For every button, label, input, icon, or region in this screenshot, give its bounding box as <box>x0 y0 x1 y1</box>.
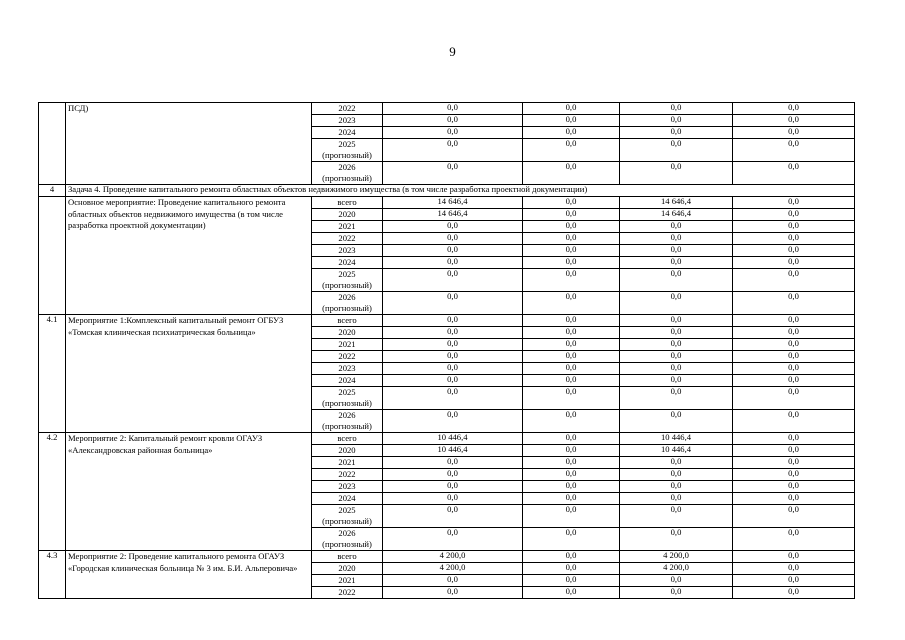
year-cell <box>312 245 383 257</box>
value-cell: 0,0 <box>523 292 620 315</box>
year-label: 2025 <box>338 505 356 515</box>
value-cell: 0,0 <box>620 410 733 433</box>
value-cell: 0,0 <box>733 528 855 551</box>
value-cell: 0,0 <box>733 575 855 587</box>
value-cell: 14 646,4 <box>383 209 523 221</box>
year-cell <box>312 587 383 599</box>
value-cell: 0,0 <box>523 139 620 162</box>
value-cell: 0,0 <box>383 505 523 528</box>
year-cell <box>312 269 383 292</box>
activity-description: Основное мероприятие: Проведение капитального ремонта областных объектов недвижимого имущества (в том числе разработка проектной документации) <box>66 197 312 315</box>
value-cell: 14 646,4 <box>620 197 733 209</box>
value-cell: 0,0 <box>733 387 855 410</box>
value-cell: 0,0 <box>383 162 523 185</box>
value-cell: 0,0 <box>523 257 620 269</box>
year-label: (прогнозный) <box>322 303 372 313</box>
value-cell: 4 200,0 <box>620 551 733 563</box>
value-cell: 0,0 <box>620 139 733 162</box>
value-cell: 0,0 <box>733 197 855 209</box>
value-cell: 0,0 <box>383 457 523 469</box>
year-label: 2025 <box>338 387 356 397</box>
year-label: 2020 <box>338 445 356 455</box>
value-cell: 0,0 <box>523 233 620 245</box>
value-cell: 0,0 <box>620 269 733 292</box>
value-cell: 0,0 <box>620 528 733 551</box>
value-cell: 0,0 <box>620 375 733 387</box>
value-cell: 0,0 <box>523 445 620 457</box>
value-cell: 0,0 <box>733 233 855 245</box>
year-label: 2021 <box>338 221 356 231</box>
year-cell <box>312 445 383 457</box>
row-number: 4 <box>39 185 66 197</box>
year-label: (прогнозный) <box>322 398 372 408</box>
value-cell: 0,0 <box>523 115 620 127</box>
value-cell: 0,0 <box>733 469 855 481</box>
value-cell: 0,0 <box>523 505 620 528</box>
value-cell: 0,0 <box>523 551 620 563</box>
year-label: (прогнозный) <box>322 150 372 160</box>
activity-description: Мероприятие 1:Комплексный капитальный ремонт ОГБУЗ «Томская клиническая психиатрическая больница» <box>66 315 312 433</box>
value-cell: 0,0 <box>383 315 523 327</box>
value-cell: 0,0 <box>620 221 733 233</box>
year-cell <box>312 103 383 115</box>
year-label: 2020 <box>338 563 356 573</box>
year-cell <box>312 410 383 433</box>
value-cell: 0,0 <box>383 269 523 292</box>
value-cell: 0,0 <box>620 257 733 269</box>
row-number: 4.2 <box>39 433 66 551</box>
value-cell: 0,0 <box>383 139 523 162</box>
year-label: 2020 <box>338 209 356 219</box>
value-cell: 0,0 <box>383 469 523 481</box>
value-cell: 0,0 <box>733 257 855 269</box>
value-cell: 0,0 <box>620 115 733 127</box>
value-cell: 0,0 <box>620 469 733 481</box>
year-cell <box>312 292 383 315</box>
value-cell: 0,0 <box>523 162 620 185</box>
value-cell: 0,0 <box>620 339 733 351</box>
value-cell: 0,0 <box>523 433 620 445</box>
value-cell: 0,0 <box>733 505 855 528</box>
year-label: 2023 <box>338 115 356 125</box>
value-cell: 0,0 <box>733 127 855 139</box>
value-cell: 0,0 <box>733 563 855 575</box>
value-cell: 10 446,4 <box>383 433 523 445</box>
value-cell: 0,0 <box>523 587 620 599</box>
value-cell: 0,0 <box>523 209 620 221</box>
value-cell: 0,0 <box>733 481 855 493</box>
year-cell <box>312 162 383 185</box>
value-cell: 0,0 <box>620 103 733 115</box>
year-cell <box>312 563 383 575</box>
value-cell: 0,0 <box>383 221 523 233</box>
value-cell: 0,0 <box>523 315 620 327</box>
year-cell <box>312 221 383 233</box>
value-cell: 0,0 <box>523 493 620 505</box>
year-label: 2026 <box>338 292 356 302</box>
year-label: всего <box>337 315 357 325</box>
value-cell: 0,0 <box>383 493 523 505</box>
value-cell: 0,0 <box>733 375 855 387</box>
value-cell: 0,0 <box>620 162 733 185</box>
value-cell: 0,0 <box>733 445 855 457</box>
year-label: 2020 <box>338 327 356 337</box>
value-cell: 0,0 <box>523 339 620 351</box>
year-cell <box>312 575 383 587</box>
value-cell: 0,0 <box>733 493 855 505</box>
activity-description: ПСД) <box>66 103 312 185</box>
row-number: 4.1 <box>39 315 66 433</box>
value-cell: 0,0 <box>383 233 523 245</box>
year-label: 2021 <box>338 457 356 467</box>
value-cell: 0,0 <box>733 410 855 433</box>
value-cell: 0,0 <box>383 103 523 115</box>
value-cell: 0,0 <box>733 292 855 315</box>
table-row <box>39 315 855 327</box>
year-cell <box>312 209 383 221</box>
value-cell: 0,0 <box>733 327 855 339</box>
value-cell: 0,0 <box>620 363 733 375</box>
table-row <box>39 433 855 445</box>
value-cell: 0,0 <box>733 315 855 327</box>
year-label: всего <box>337 197 357 207</box>
table-row <box>39 103 855 115</box>
value-cell: 0,0 <box>733 433 855 445</box>
year-label: 2023 <box>338 481 356 491</box>
value-cell: 0,0 <box>383 575 523 587</box>
value-cell: 0,0 <box>523 269 620 292</box>
value-cell: 0,0 <box>383 339 523 351</box>
value-cell: 0,0 <box>523 127 620 139</box>
year-cell <box>312 115 383 127</box>
year-cell <box>312 469 383 481</box>
year-label: 2026 <box>338 528 356 538</box>
page-number: 9 <box>449 44 456 59</box>
value-cell: 0,0 <box>620 292 733 315</box>
value-cell: 0,0 <box>733 245 855 257</box>
year-label: 2022 <box>338 469 356 479</box>
value-cell: 0,0 <box>523 469 620 481</box>
value-cell: 0,0 <box>733 115 855 127</box>
value-cell: 0,0 <box>620 387 733 410</box>
value-cell: 0,0 <box>523 363 620 375</box>
value-cell: 0,0 <box>383 245 523 257</box>
value-cell: 0,0 <box>620 505 733 528</box>
value-cell: 0,0 <box>620 315 733 327</box>
value-cell: 0,0 <box>383 292 523 315</box>
year-label: 2023 <box>338 245 356 255</box>
value-cell: 0,0 <box>523 575 620 587</box>
value-cell: 0,0 <box>733 221 855 233</box>
value-cell: 0,0 <box>620 575 733 587</box>
year-label: 2025 <box>338 269 356 279</box>
year-label: (прогнозный) <box>322 280 372 290</box>
year-cell <box>312 433 383 445</box>
value-cell: 14 646,4 <box>383 197 523 209</box>
year-cell <box>312 387 383 410</box>
task-description: Задача 4. Проведение капитального ремонта областных объектов недвижимого имущества (в том числе разработка проектной документации) <box>66 185 855 197</box>
value-cell: 0,0 <box>383 363 523 375</box>
value-cell: 0,0 <box>523 410 620 433</box>
value-cell: 0,0 <box>523 351 620 363</box>
year-label: всего <box>337 551 357 561</box>
value-cell: 0,0 <box>523 197 620 209</box>
row-number <box>39 103 66 185</box>
budget-table <box>38 102 855 599</box>
year-label: всего <box>337 433 357 443</box>
value-cell: 0,0 <box>620 481 733 493</box>
year-label: 2025 <box>338 139 356 149</box>
value-cell: 0,0 <box>383 115 523 127</box>
year-label: 2024 <box>338 257 356 267</box>
year-label: 2026 <box>338 162 356 172</box>
year-cell <box>312 257 383 269</box>
value-cell: 0,0 <box>733 457 855 469</box>
year-label: 2021 <box>338 575 356 585</box>
value-cell: 0,0 <box>383 410 523 433</box>
year-label: (прогнозный) <box>322 173 372 183</box>
year-label: 2022 <box>338 351 356 361</box>
value-cell: 0,0 <box>523 221 620 233</box>
value-cell: 0,0 <box>383 481 523 493</box>
value-cell: 0,0 <box>620 457 733 469</box>
value-cell: 0,0 <box>733 269 855 292</box>
year-label: 2023 <box>338 363 356 373</box>
year-cell <box>312 481 383 493</box>
value-cell: 0,0 <box>383 387 523 410</box>
value-cell: 0,0 <box>523 327 620 339</box>
value-cell: 0,0 <box>383 127 523 139</box>
value-cell: 10 446,4 <box>383 445 523 457</box>
value-cell: 0,0 <box>620 351 733 363</box>
year-label: (прогнозный) <box>322 539 372 549</box>
value-cell: 0,0 <box>733 587 855 599</box>
value-cell: 0,0 <box>620 327 733 339</box>
year-cell <box>312 363 383 375</box>
task-row <box>39 185 855 197</box>
year-cell <box>312 457 383 469</box>
value-cell: 4 200,0 <box>620 563 733 575</box>
value-cell: 0,0 <box>620 127 733 139</box>
value-cell: 4 200,0 <box>383 563 523 575</box>
value-cell: 0,0 <box>733 339 855 351</box>
year-label: 2022 <box>338 103 356 113</box>
value-cell: 14 646,4 <box>620 209 733 221</box>
year-cell <box>312 339 383 351</box>
year-label: 2024 <box>338 375 356 385</box>
year-label: 2022 <box>338 233 356 243</box>
year-cell <box>312 315 383 327</box>
value-cell: 0,0 <box>620 587 733 599</box>
value-cell: 0,0 <box>523 245 620 257</box>
year-cell <box>312 528 383 551</box>
value-cell: 0,0 <box>733 209 855 221</box>
year-cell <box>312 505 383 528</box>
value-cell: 0,0 <box>733 139 855 162</box>
row-number <box>39 197 66 315</box>
value-cell: 0,0 <box>523 481 620 493</box>
value-cell: 0,0 <box>523 457 620 469</box>
year-cell <box>312 551 383 563</box>
value-cell: 0,0 <box>383 351 523 363</box>
value-cell: 4 200,0 <box>383 551 523 563</box>
value-cell: 0,0 <box>383 375 523 387</box>
value-cell: 0,0 <box>383 528 523 551</box>
year-cell <box>312 233 383 245</box>
year-label: 2024 <box>338 127 356 137</box>
value-cell: 0,0 <box>733 363 855 375</box>
value-cell: 0,0 <box>733 103 855 115</box>
table-row <box>39 197 855 209</box>
year-label: 2026 <box>338 410 356 420</box>
value-cell: 0,0 <box>523 103 620 115</box>
activity-description: Мероприятие 2: Капитальный ремонт кровли ОГАУЗ «Александровская районная больница» <box>66 433 312 551</box>
value-cell: 0,0 <box>523 563 620 575</box>
year-cell <box>312 127 383 139</box>
row-number: 4.3 <box>39 551 66 599</box>
value-cell: 10 446,4 <box>620 445 733 457</box>
value-cell: 10 446,4 <box>620 433 733 445</box>
value-cell: 0,0 <box>620 493 733 505</box>
value-cell: 0,0 <box>733 551 855 563</box>
value-cell: 0,0 <box>523 528 620 551</box>
year-label: 2022 <box>338 587 356 597</box>
activity-description: Мероприятие 2: Проведение капитального ремонта ОГАУЗ «Городская клиническая больница № 3 им. Б.И. Альперовича» <box>66 551 312 599</box>
year-cell <box>312 493 383 505</box>
value-cell: 0,0 <box>523 387 620 410</box>
value-cell: 0,0 <box>620 245 733 257</box>
value-cell: 0,0 <box>383 257 523 269</box>
year-label: (прогнозный) <box>322 516 372 526</box>
year-cell <box>312 197 383 209</box>
value-cell: 0,0 <box>733 351 855 363</box>
year-label: (прогнозный) <box>322 421 372 431</box>
value-cell: 0,0 <box>620 233 733 245</box>
year-cell <box>312 375 383 387</box>
year-cell <box>312 351 383 363</box>
table-row <box>39 551 855 563</box>
year-label: 2024 <box>338 493 356 503</box>
year-label: 2021 <box>338 339 356 349</box>
value-cell: 0,0 <box>383 327 523 339</box>
year-cell <box>312 139 383 162</box>
value-cell: 0,0 <box>733 162 855 185</box>
value-cell: 0,0 <box>523 375 620 387</box>
value-cell: 0,0 <box>383 587 523 599</box>
year-cell <box>312 327 383 339</box>
